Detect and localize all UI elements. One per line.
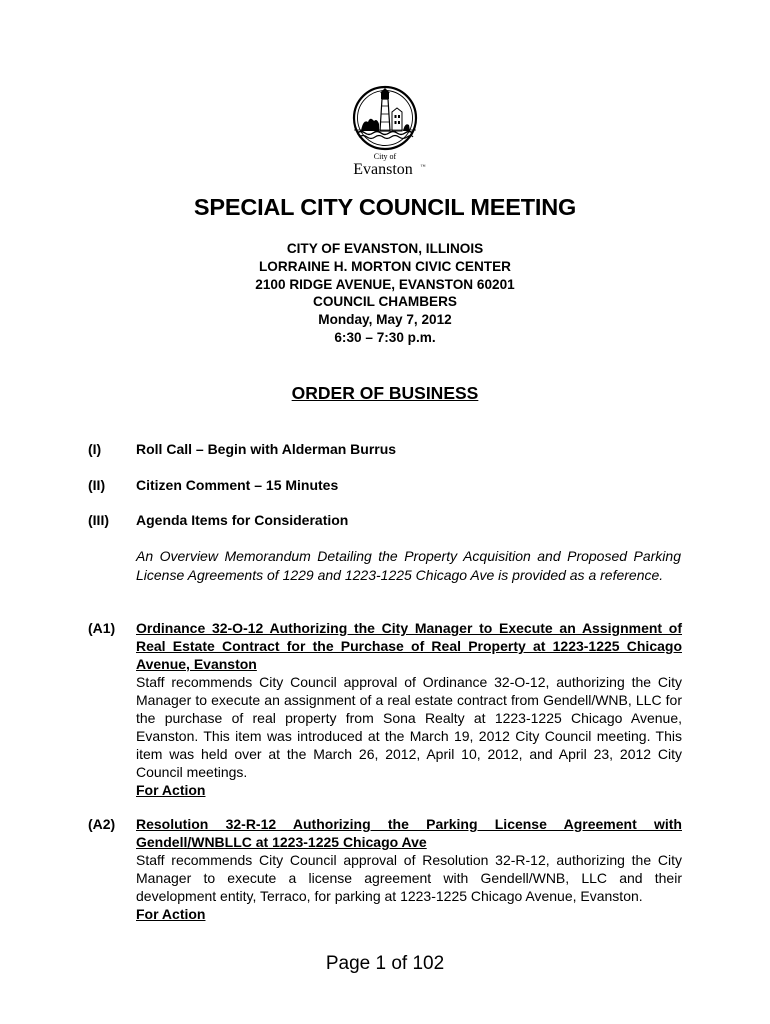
header-line-city: CITY OF EVANSTON, ILLINOIS	[286, 241, 484, 256]
agenda-item-action: For Action	[136, 906, 206, 922]
header-line-date: Monday, May 7, 2012	[318, 312, 452, 328]
header-line-venue: LORRAINE H. MORTON CIVIC CENTER	[259, 258, 511, 274]
meeting-header-block	[0, 240, 770, 347]
agenda-item-heading: Ordinance 32-O-12 Authorizing the City Manager to Execute an Assignment of Real Estate Contract for the Purchase of Real Property at 1223-1225 Chicago Avenue, Evanston	[136, 620, 682, 672]
agenda-item-a1	[88, 619, 682, 799]
section-title: Citizen Comment – 15 Minutes	[136, 477, 339, 493]
agenda-item-heading: Resolution 32-R-12 Authorizing the Parking License Agreement with Gendell/WNBLLC at 1223-1225 Chicago Ave	[136, 816, 682, 850]
section-number: (II)	[88, 477, 106, 493]
lighthouse-tower	[380, 99, 390, 131]
agenda-item-a2	[88, 815, 682, 923]
section-title: Agenda Items for Consideration	[136, 512, 349, 528]
agenda-item-description: Staff recommends City Council approval of Ordinance 32-O-12, authorizing the City Manager to execute an assignment of a real estate contract from Gendell/WNB, LLC for the purchase of real property from Sona Realty at 1223-1225 Chicago Avenue, Evanston. This item was introduced at the March 19, 2012 City Council meeting. This item was held over at the March 26, 2012, April 10, 2012, and April 23, 2012 City Council meetings.	[136, 674, 682, 780]
logo-city-of-text: City of	[373, 152, 397, 161]
header-line-time: 6:30 – 7:30 p.m.	[334, 329, 436, 345]
logo-evanston-text: Evanston	[353, 161, 413, 178]
lighthouse-lamp	[381, 93, 389, 99]
section-number: (I)	[88, 441, 102, 457]
logo-trademark: ™	[420, 165, 426, 170]
section-title: Roll Call – Begin with Alderman Burrus	[136, 441, 397, 457]
section-number: (III)	[88, 512, 109, 528]
meeting-title: SPECIAL CITY COUNCIL MEETING	[193, 194, 577, 220]
agenda-item-action: For Action	[136, 782, 206, 798]
agenda-item-code: (A1)	[88, 620, 116, 636]
city-of-evanston-logo	[339, 84, 431, 180]
seal-waves	[357, 132, 413, 135]
agenda-item-code: (A2)	[88, 816, 116, 832]
overview-memorandum-note: An Overview Memorandum Detailing the Property Acquisition and Proposed Parking License Agreements of 1229 and 1223-1225 Chicago Ave is provided as a reference.	[136, 548, 681, 583]
agenda-item-description: Staff recommends City Council approval of Resolution 32-R-12, authorizing the City Manager to execute a license agreement with Gendell/WNB, LLC and their development entity, Terraco, for parking at 1223-1225 Chicago Avenue, Evanston.	[136, 852, 682, 904]
seal-trees	[361, 119, 379, 131]
header-line-room: COUNCIL CHAMBERS	[313, 294, 457, 310]
order-of-business-heading: ORDER OF BUSINESS	[291, 383, 479, 403]
page-number-footer: Page 1 of 102	[325, 953, 445, 974]
header-line-address: 2100 RIDGE AVENUE, EVANSTON 60201	[255, 276, 515, 292]
seal-building	[392, 108, 402, 131]
